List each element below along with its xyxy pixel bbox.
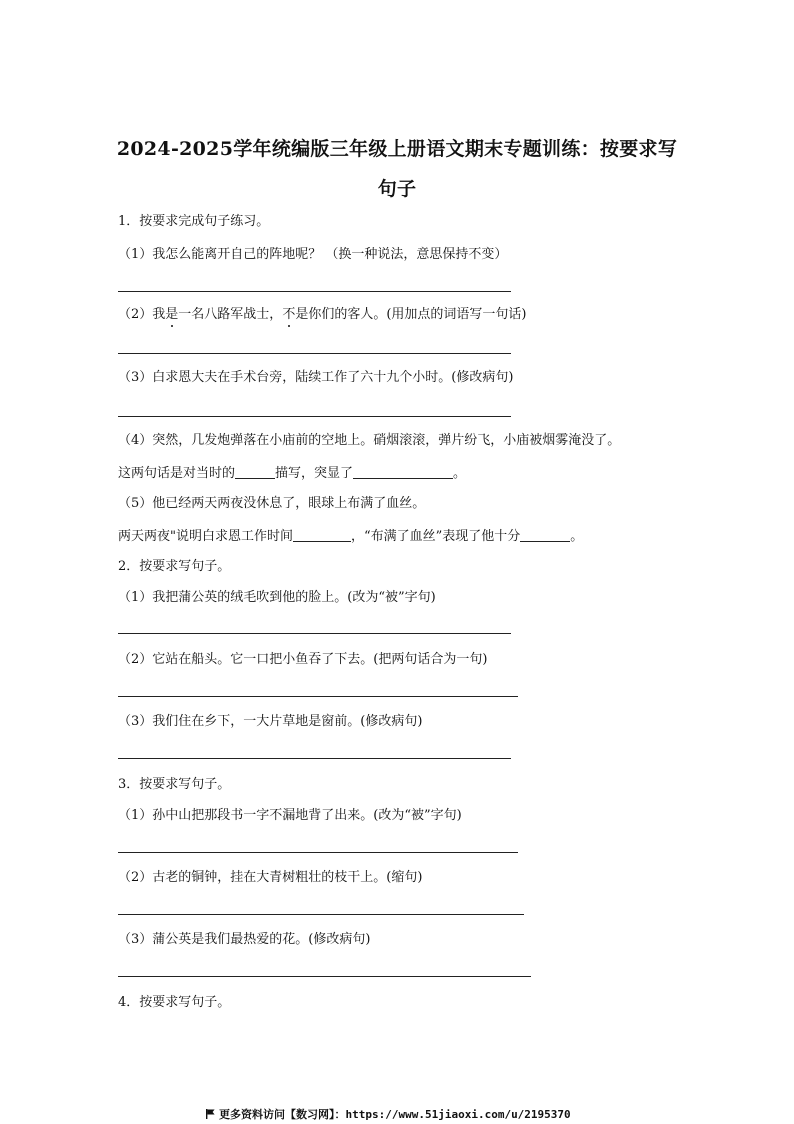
footer-text: 更多资料访问【数习网】：https://www.51jiaoxi.com/u/2195370	[219, 1108, 571, 1121]
q3-item-1-answer-line[interactable]	[118, 852, 518, 853]
q2-item-1-answer-line[interactable]	[118, 633, 511, 634]
q2-item-2-answer-line[interactable]	[118, 696, 518, 697]
q3-item-2-prompt: （2）古老的铜钟，挂在大青树粗壮的枝干上。(缩句)	[118, 870, 423, 885]
dotted-char-shi: 是	[165, 307, 179, 322]
q1-item-2-answer-line[interactable]	[118, 353, 511, 354]
q1-item-4-blank-1[interactable]	[235, 464, 275, 479]
question-1-heading: 1．按要求完成句子练习。	[118, 214, 270, 229]
document-title-line2: 句子	[377, 178, 417, 200]
question-2-heading: 2．按要求写句子。	[118, 559, 231, 574]
q2-item-3-answer-line[interactable]	[118, 758, 511, 759]
q1-item-1-prompt: （1）我怎么能离开自己的阵地呢？ （换一种说法，意思保持不变）	[118, 247, 508, 262]
q1-item-3-answer-line[interactable]	[118, 416, 511, 417]
q1-item-4-prompt: （4）突然，几发炮弹落在小庙前的空地上。硝烟滚滚，弹片纷飞，小庙被烟雾淹没了。	[118, 433, 621, 448]
q1-item-5-fill: 两天两夜"说明白求恩工作时间 ，“布满了血丝”表现了他十分 。	[118, 529, 584, 544]
q2-item-1-prompt: （1）我把蒲公英的绒毛吹到他的脸上。(改为“被”字句)	[118, 590, 436, 605]
q3-item-1-prompt: （1）孙中山把那段书一字不漏地背了出来。(改为“被”字句)	[118, 808, 462, 823]
q1-item-5-prompt: （5）他已经两天两夜没休息了，眼球上布满了血丝。	[118, 496, 426, 511]
q1-item-2-prompt: （2）我是一名八路军战士，不是你们的客人。(用加点的词语写一句话)	[118, 307, 527, 322]
q1-item-4-blank-2[interactable]	[353, 464, 453, 479]
footer-link[interactable]	[206, 1106, 571, 1122]
q3-item-2-answer-line[interactable]	[118, 914, 524, 915]
q2-item-3-prompt: （3）我们住在乡下，一大片草地是窗前。(修改病句)	[118, 714, 423, 729]
dotted-char-bu: 不	[282, 307, 296, 322]
question-3-heading: 3．按要求写句子。	[118, 777, 231, 792]
q2-item-2-prompt: （2）它站在船头。它一口把小鱼吞了下去。(把两句话合为一句)	[118, 652, 488, 667]
flag-icon	[206, 1109, 215, 1119]
q1-item-1-answer-line[interactable]	[118, 291, 511, 292]
q3-item-3-prompt: （3）蒲公英是我们最热爱的花。(修改病句)	[118, 932, 371, 947]
q3-item-3-answer-line[interactable]	[118, 976, 531, 977]
q1-item-5-blank-2[interactable]	[520, 527, 570, 542]
document-title-line1: 2024-2025学年统编版三年级上册语文期末专题训练：按要求写	[116, 138, 678, 160]
q1-item-5-blank-1[interactable]	[293, 527, 351, 542]
q1-item-3-prompt: （3）白求恩大夫在手术台旁，陆续工作了六十九个小时。(修改病句)	[118, 370, 514, 385]
q1-item-4-fill: 这两句话是对当时的 描写，突显了 。	[118, 466, 467, 481]
question-4-heading: 4．按要求写句子。	[118, 995, 231, 1010]
